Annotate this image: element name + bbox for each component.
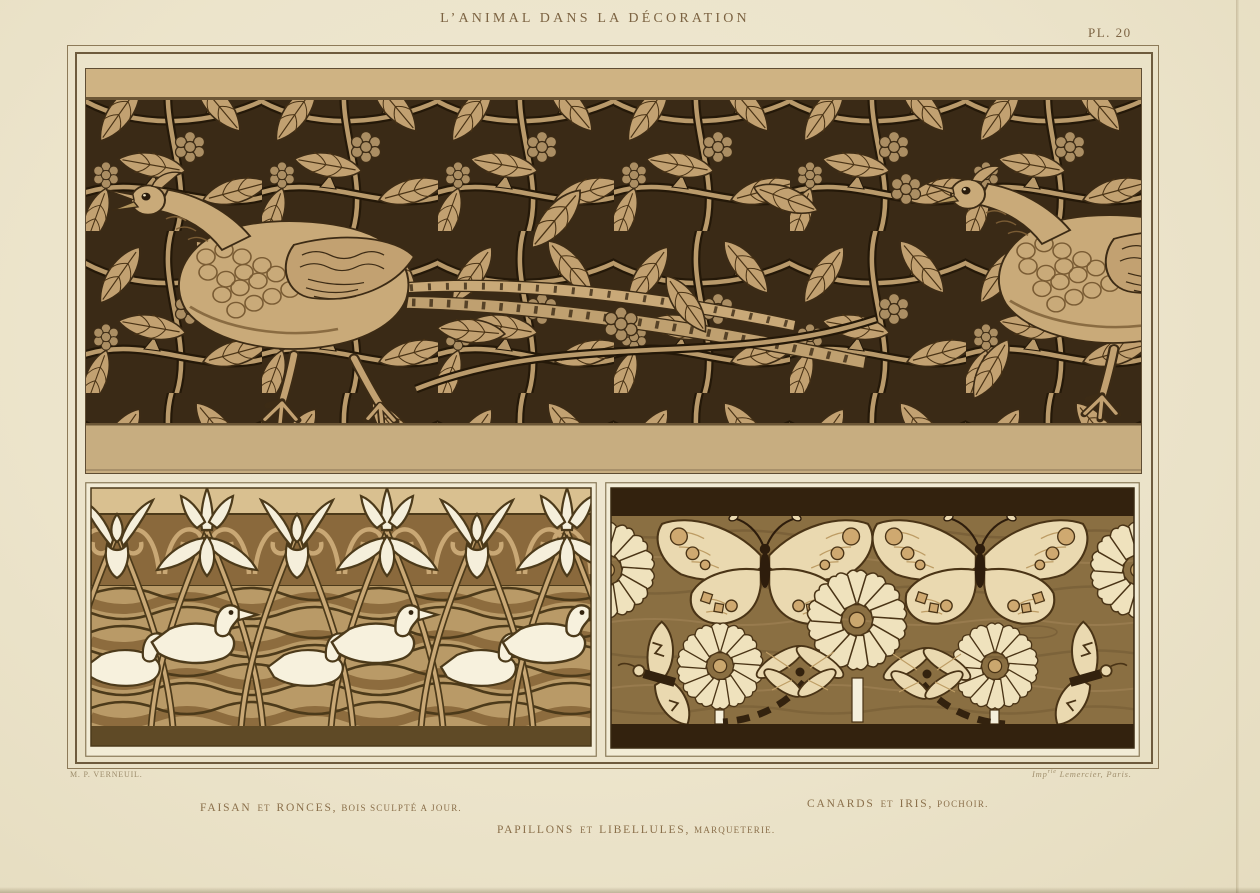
caption-conjunction: ET xyxy=(257,803,271,813)
caption-subject: RONCES, xyxy=(276,802,338,814)
caption-technique: MARQUETERIE. xyxy=(694,825,776,835)
plate-number: PL. 20 xyxy=(1088,25,1132,40)
caption-technique: BOIS SCULPTÉ A JOUR. xyxy=(341,803,462,813)
caption-subject: PAPILLONS xyxy=(497,824,575,836)
top-rail xyxy=(86,69,1141,100)
caption-canards xyxy=(807,794,989,812)
printer-credit xyxy=(1032,769,1132,779)
caption-conjunction: ET xyxy=(880,799,894,809)
rosette-stem xyxy=(715,710,724,724)
artist-credit: M. P. VERNEUIL. xyxy=(70,770,143,779)
bottom-band xyxy=(611,724,1134,748)
caption-faisan xyxy=(200,798,462,816)
caption-subject: IRIS, xyxy=(899,798,934,810)
butterflies-art xyxy=(605,482,1140,757)
bramble-thicket xyxy=(86,100,1141,427)
page-edge-bottom xyxy=(0,887,1260,893)
page-title: L’ANIMAL DANS LA DÉCORATION xyxy=(440,11,750,26)
caption-subject: CANARDS xyxy=(807,798,875,810)
printer-sup: rie xyxy=(1047,769,1057,776)
caption-subject: FAISAN xyxy=(200,802,252,814)
rosette-stem xyxy=(852,678,863,722)
rosette-lower-left xyxy=(676,623,764,709)
caption-technique: POCHOIR. xyxy=(937,799,989,809)
caption-papillons xyxy=(497,820,775,838)
top-band xyxy=(91,488,591,514)
pheasant-frieze-art xyxy=(86,69,1141,473)
butterflies-dragonflies-panel xyxy=(605,482,1140,757)
caption-conjunction: ET xyxy=(580,825,594,835)
top-band xyxy=(611,488,1134,516)
caption-subject: LIBELLULES, xyxy=(599,824,691,836)
bottom-band xyxy=(91,726,591,746)
pheasant-frieze-panel xyxy=(85,68,1142,474)
rosette-stem xyxy=(990,710,999,724)
page-edge-right xyxy=(1236,0,1239,893)
printer-prefix: Imp xyxy=(1032,769,1048,779)
ducks-iris-art xyxy=(85,482,597,757)
printer-rest: Lemercier, Paris. xyxy=(1056,769,1132,779)
bottom-rail xyxy=(86,423,1141,473)
ducks-iris-panel xyxy=(85,482,597,757)
